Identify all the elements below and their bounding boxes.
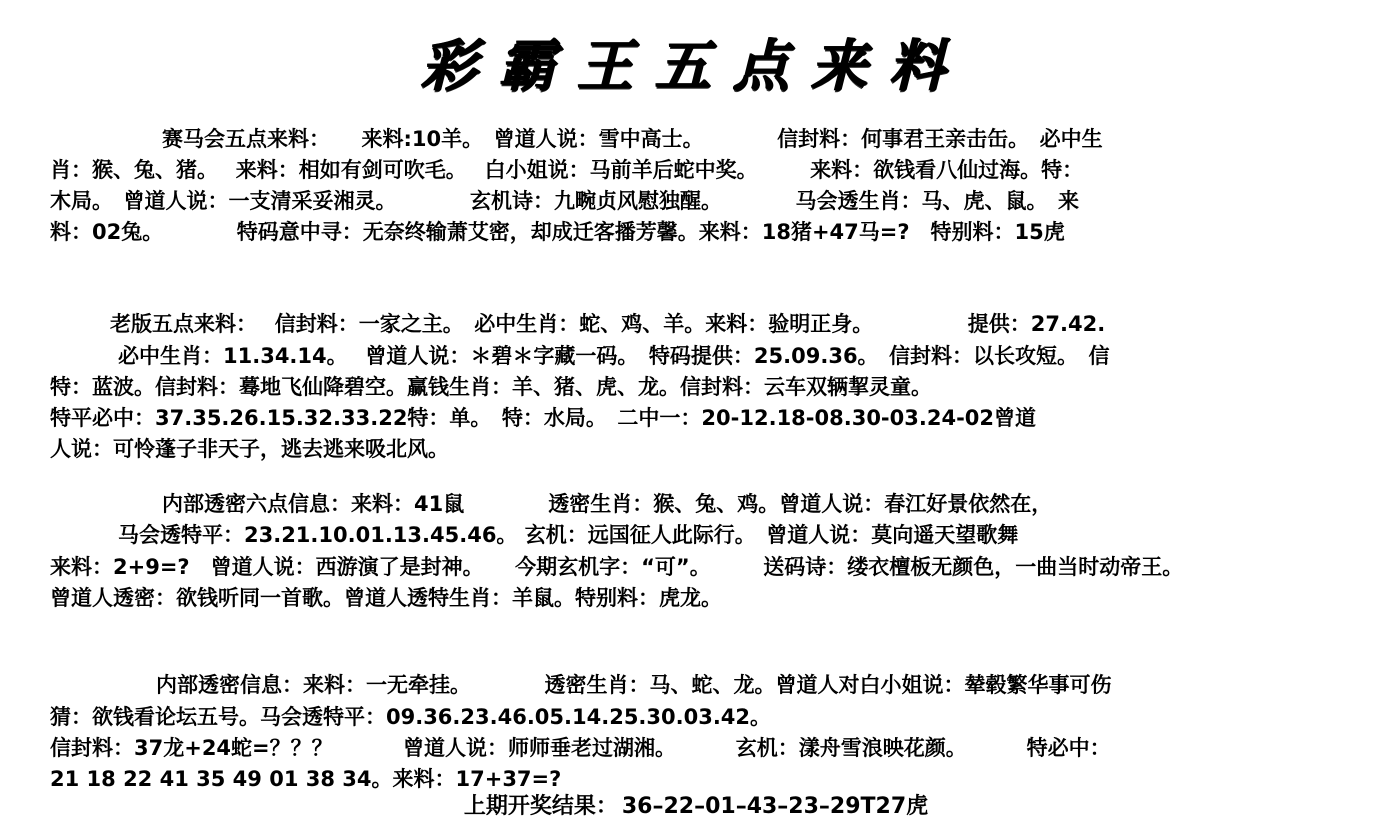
previous-result-label: 上期开奖结果： [463,794,618,819]
previous-result [0,790,1388,824]
section-3-line-1: 内部透密六点信息：来料：41鼠 透密生肖：猴、兔、鸡。曾道人说：春江好景依然在， [162,492,1053,516]
section-2-line-4: 特平必中：37.35.26.15.32.33.22特：单。 特：水局。 二中一：20-12.18-08.30-03.24-02曾道 [50,406,1037,430]
section-3-line-2: 马会透特平：23.21.10.01.13.45.46。 玄机：远国征人此际行。 曾道人说：莫向遥天望歌舞 [118,523,1019,547]
previous-result-value: 36–22–01–43–23–29T27虎 [621,794,929,819]
section-1-line-1: 赛马会五点来料： 来料:10羊。 曾道人说：雪中高士。 信封料：何事君王亲击缶。 必中生 [162,127,1103,151]
section-4-line-2: 猜：欲钱看论坛五号。马会透特平：09.36.23.46.05.14.25.30.03.42。 [50,705,772,729]
section-2-line-3: 特：蓝波。信封料：蓦地飞仙降碧空。赢钱生肖：羊、猪、虎、龙。信封料：云车双辆挈灵童。 [50,375,932,399]
section-3-line-3: 来料：2+9=? 曾道人说：西游演了是封神。 今期玄机字：“可”。 送码诗：缕衣檀板无颜色，一曲当时动帝王。 [50,555,1184,579]
section-4-line-3: 信封料：37龙+24蛇=？？？ 曾道人说：师师垂老过湖湘。 玄机：漾舟雪浪映花颜。 特必中： [50,736,1111,760]
section-3-line-4: 曾道人透密：欲钱听同一首歌。曾道人透特生肖：羊鼠。特别料：虎龙。 [50,586,722,610]
section-1-line-2: 肖：猴、兔、猪。 来料：相如有剑可吹毛。 白小姐说：马前羊后蛇中奖。 来料：欲钱看八仙过海。特： [50,158,1084,182]
page-title: 彩霸王五点来料 [421,33,967,99]
section-1-line-4: 料：02兔。 特码意中寻：无奈终输萧艾密，却成迁客播芳馨。来料：18猪+47马=? 特别料：15虎 [50,220,1065,244]
section-4-line-4: 21 18 22 41 35 49 01 38 34。来料：17+37=? [50,767,562,791]
section-2-line-1: 老版五点来料： 信封料：一家之主。 必中生肖：蛇、鸡、羊。来料：验明正身。 提供：27.42. [110,312,1106,336]
section-2-line-5: 人说：可怜蓬子非天子，逃去逃来吸北风。 [50,437,449,461]
section-4-line-1: 内部透密信息：来料：一无牵挂。 透密生肖：马、蛇、龙。曾道人对白小姐说：辇毂繁华事可伤 [156,673,1112,697]
section-1-line-3: 木局。 曾道人说：一支清采妥湘灵。 玄机诗：九畹贞风慰独醒。 马会透生肖：马、虎、鼠。 来 [50,189,1079,213]
section-2-line-2: 必中生肖：11.34.14。 曾道人说：＊碧＊字藏一码。 特码提供：25.09.36。 信封料：以长攻短。 信 [118,344,1110,368]
